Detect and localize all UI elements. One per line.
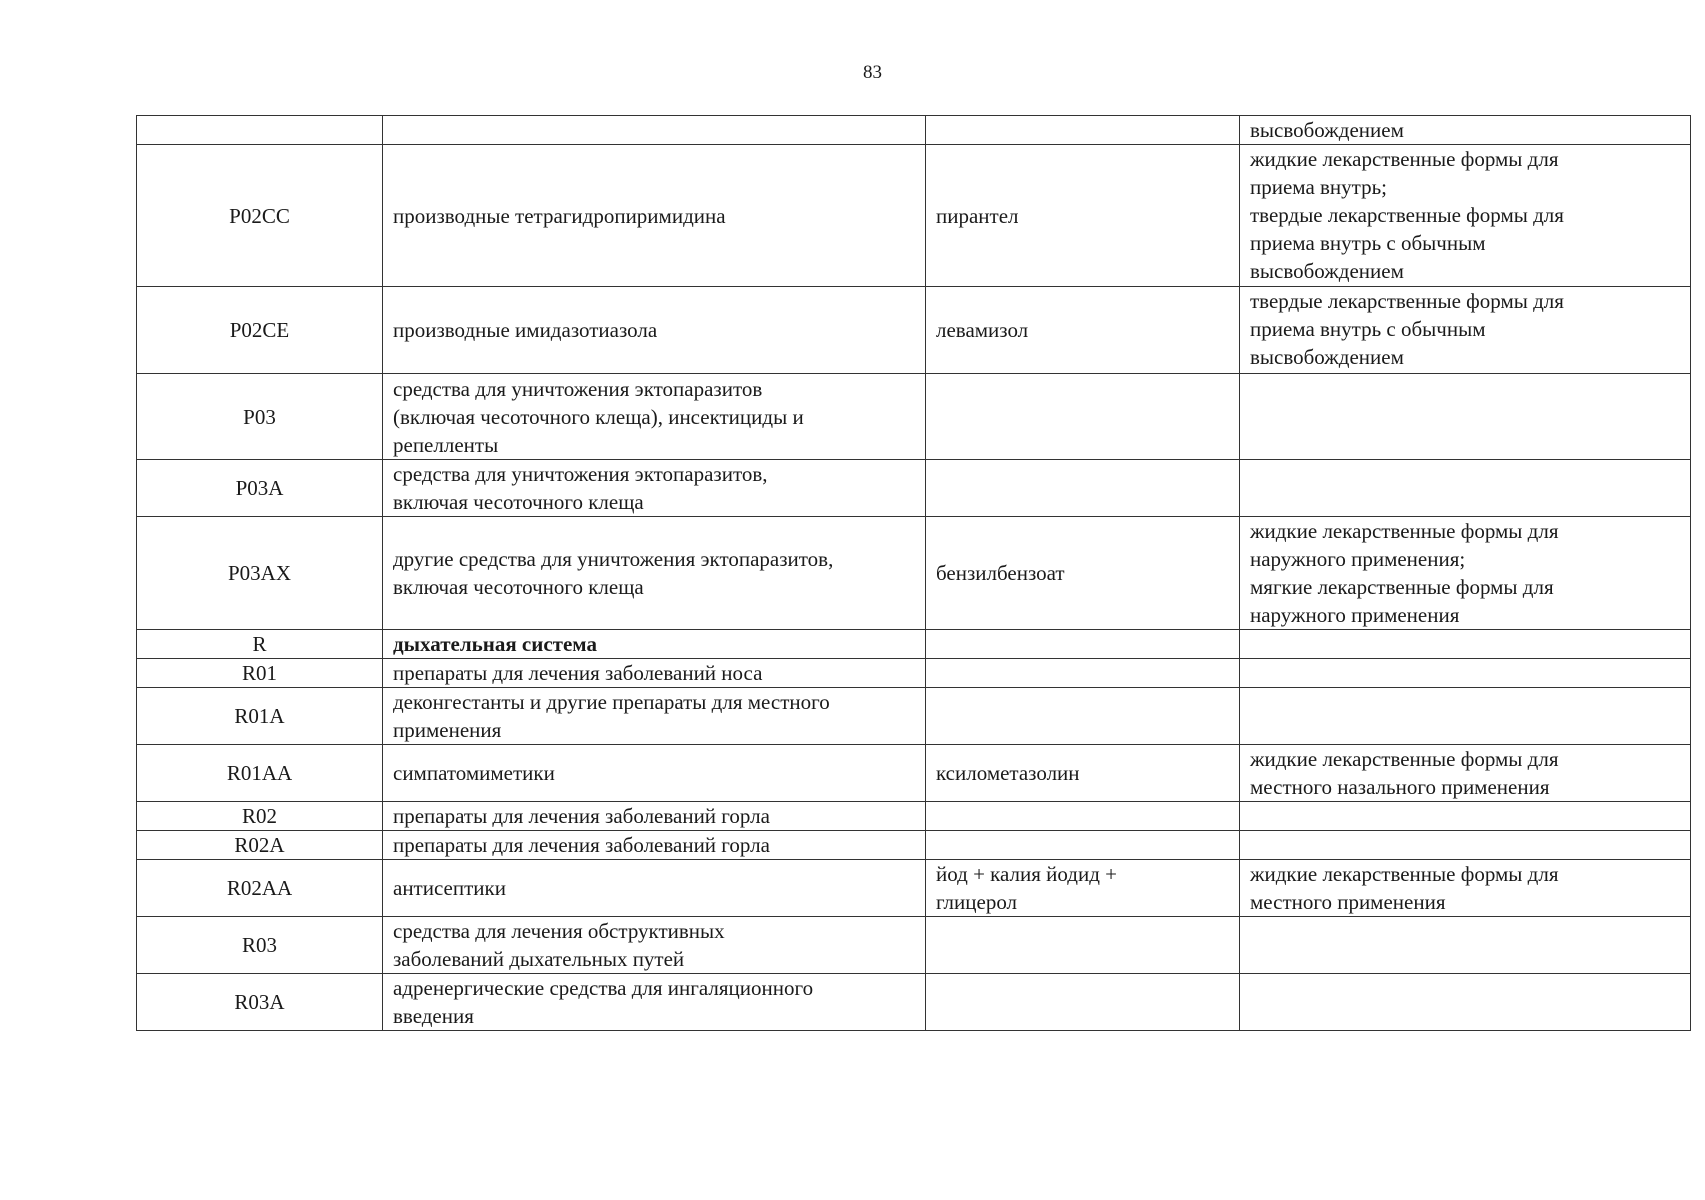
atc-code: P02CE (229, 318, 290, 342)
substance-name-line: пирантел (936, 203, 1019, 228)
table-row (137, 630, 1691, 659)
group-name-line: включая чесоточного клеща (393, 490, 644, 514)
atc-code-cell (137, 145, 383, 287)
atc-code-cell (137, 287, 383, 374)
dosage-form-cell (1240, 831, 1691, 860)
table-row (137, 460, 1691, 517)
substance-name-line: ксилометазолин (936, 761, 1080, 785)
atc-code-cell (137, 802, 383, 831)
dosage-form-line: местного применения (1250, 890, 1446, 914)
atc-code: R02 (241, 804, 277, 828)
group-name-line: производные тетрагидропиримидина (393, 203, 726, 228)
dosage-form-cell (1240, 460, 1691, 517)
atc-code: R01 (241, 661, 277, 685)
atc-code-cell (137, 460, 383, 517)
atc-code-cell (137, 374, 383, 460)
atc-code: P03AX (227, 561, 291, 585)
group-name-line: включая чесоточного клеща (393, 575, 644, 599)
substance-name-cell (926, 460, 1240, 517)
atc-code-cell (137, 917, 383, 974)
atc-code-cell (137, 116, 383, 145)
group-name-line: препараты для лечения заболеваний носа (393, 661, 763, 685)
dosage-form-line: жидкие лекарственные формы для (1250, 747, 1559, 771)
atc-code: R (252, 632, 267, 656)
group-name-cell (383, 659, 926, 688)
atc-code: P02CC (229, 203, 290, 228)
dosage-form-cell (1240, 517, 1691, 630)
substance-name-cell (926, 917, 1240, 974)
atc-code-cell (137, 860, 383, 917)
substance-name-cell (926, 860, 1240, 917)
group-name-cell (383, 688, 926, 745)
atc-code-cell (137, 688, 383, 745)
substance-name-line: левамизол (936, 318, 1029, 342)
atc-code-cell (137, 831, 383, 860)
dosage-form-line: местного назального применения (1250, 775, 1550, 799)
dosage-form-line: приема внутрь; (1250, 175, 1388, 199)
substance-name-cell (926, 802, 1240, 831)
dosage-form-line: наружного применения; (1250, 547, 1466, 571)
page-number: 83 (863, 62, 882, 83)
substance-name-line: бензилбензоат (936, 561, 1065, 585)
group-name-line: симпатомиметики (393, 761, 555, 785)
table-row (137, 860, 1691, 917)
group-name-line: заболеваний дыхательных путей (393, 947, 685, 971)
group-name-cell (383, 831, 926, 860)
dosage-form-line: приема внутрь с обычным (1250, 231, 1486, 255)
atc-code-cell (137, 659, 383, 688)
group-name-cell (383, 145, 926, 287)
dosage-form-cell (1240, 659, 1691, 688)
dosage-form-cell (1240, 917, 1691, 974)
group-name-cell (383, 974, 926, 1031)
atc-drug-table (136, 115, 1691, 1031)
dosage-form-cell (1240, 630, 1691, 659)
group-name-line: применения (393, 718, 502, 742)
group-name-cell (383, 287, 926, 374)
group-name-cell (383, 374, 926, 460)
table-row (137, 745, 1691, 802)
atc-code: R02AA (226, 876, 293, 900)
table-row (137, 659, 1691, 688)
dosage-form-cell (1240, 374, 1691, 460)
group-name-line: репелленты (393, 432, 499, 457)
table-row (137, 974, 1691, 1031)
dosage-form-cell (1240, 860, 1691, 917)
group-name-line: препараты для лечения заболеваний горла (393, 833, 770, 857)
substance-name-cell (926, 374, 1240, 460)
dosage-form-line: высвобождением (1250, 259, 1404, 283)
table-row (137, 688, 1691, 745)
group-name-line: введения (393, 1004, 474, 1028)
group-name-line: (включая чесоточного клеща), инсектициды и (393, 404, 804, 429)
dosage-form-line: жидкие лекарственные формы для (1250, 147, 1559, 171)
table-row (137, 145, 1691, 287)
group-name-cell (383, 745, 926, 802)
atc-code-cell (137, 517, 383, 630)
substance-name-cell (926, 831, 1240, 860)
dosage-form-cell (1240, 688, 1691, 745)
group-name-cell (383, 630, 926, 659)
group-name-line: средства для лечения обструктивных (393, 919, 725, 943)
atc-code: R03A (234, 990, 285, 1014)
table-row (137, 116, 1691, 145)
substance-name-line: йод + калия йодид + (936, 862, 1118, 886)
substance-name-cell (926, 145, 1240, 287)
dosage-form-cell (1240, 287, 1691, 374)
dosage-form-cell (1240, 802, 1691, 831)
group-name-line: дыхательная система (393, 632, 597, 656)
table-row (137, 802, 1691, 831)
group-name-line: препараты для лечения заболеваний горла (393, 804, 770, 828)
atc-code: R03 (241, 933, 277, 957)
dosage-form-cell (1240, 745, 1691, 802)
dosage-form-cell (1240, 145, 1691, 287)
atc-code: P03A (235, 476, 284, 500)
substance-name-cell (926, 630, 1240, 659)
dosage-form-line: жидкие лекарственные формы для (1250, 519, 1559, 543)
table-row (137, 917, 1691, 974)
substance-name-line: глицерол (936, 890, 1018, 914)
group-name-cell (383, 917, 926, 974)
atc-code: R02A (234, 833, 285, 857)
substance-name-cell (926, 659, 1240, 688)
table-row (137, 287, 1691, 374)
group-name-line: другие средства для уничтожения эктопаразитов, (393, 547, 834, 571)
group-name-cell (383, 860, 926, 917)
group-name-line: производные имидазотиазола (393, 318, 658, 342)
substance-name-cell (926, 745, 1240, 802)
group-name-line: средства для уничтожения эктопаразитов (393, 376, 763, 401)
substance-name-cell (926, 287, 1240, 374)
group-name-cell (383, 517, 926, 630)
atc-code-cell (137, 974, 383, 1031)
dosage-form-line: высвобождением (1250, 118, 1404, 142)
group-name-cell (383, 116, 926, 145)
dosage-form-line: жидкие лекарственные формы для (1250, 862, 1559, 886)
substance-name-cell (926, 688, 1240, 745)
group-name-line: адренергические средства для ингаляционного (393, 976, 814, 1000)
dosage-form-line: твердые лекарственные формы для (1250, 203, 1564, 227)
atc-code: P03 (243, 404, 276, 429)
substance-name-cell (926, 974, 1240, 1031)
dosage-form-line: твердые лекарственные формы для (1250, 289, 1564, 313)
atc-code-cell (137, 745, 383, 802)
atc-code: R01A (234, 704, 285, 728)
substance-name-cell (926, 517, 1240, 630)
table-row (137, 374, 1691, 460)
atc-code-cell (137, 630, 383, 659)
table-body (137, 116, 1691, 1031)
substance-name-cell (926, 116, 1240, 145)
dosage-form-line: приема внутрь с обычным (1250, 317, 1486, 341)
group-name-line: антисептики (393, 876, 506, 900)
atc-code: R01AA (226, 761, 293, 785)
group-name-cell (383, 802, 926, 831)
dosage-form-line: высвобождением (1250, 345, 1404, 369)
dosage-form-line: наружного применения (1250, 603, 1460, 627)
dosage-form-cell (1240, 116, 1691, 145)
dosage-form-line: мягкие лекарственные формы для (1250, 575, 1554, 599)
group-name-line: деконгестанты и другие препараты для местного (393, 690, 830, 714)
dosage-form-cell (1240, 974, 1691, 1031)
table-row (137, 517, 1691, 630)
group-name-line: средства для уничтожения эктопаразитов, (393, 462, 768, 486)
table-row (137, 831, 1691, 860)
group-name-cell (383, 460, 926, 517)
